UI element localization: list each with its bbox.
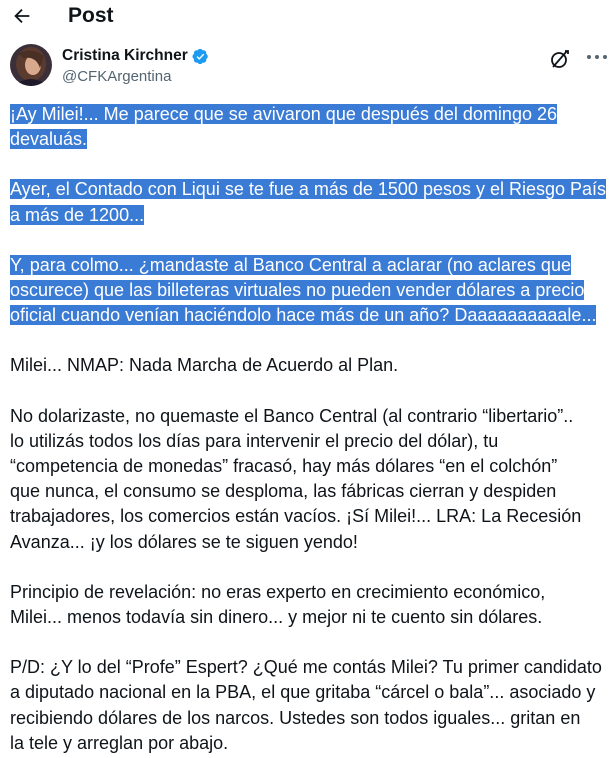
grok-icon[interactable] [548, 47, 572, 71]
tweet-paragraph [10, 177, 610, 227]
author-name[interactable]: Cristina Kirchner [62, 47, 188, 64]
post-header [0, 0, 610, 34]
tweet-paragraph: P/D: ¿Y lo del “Profe” Espert? ¿Qué me contás Milei? Tu primer candidato a diputado nacional en la PBA, el que gritaba “cárcel o bala”... asociado y recibiendo dólares de los narcos. Ustedes son todos iguales... gritan en la tele y arreglan por abajo. [10, 657, 602, 753]
avatar[interactable] [10, 44, 52, 86]
author-handle[interactable]: @CFKArgentina [62, 68, 172, 85]
avatar-image [10, 44, 52, 86]
tweet-paragraph: Principio de revelación: no eras experto en crecimiento económico, Milei... menos todavía sin dinero... y mejor ni te cuento sin dólares. [10, 581, 546, 628]
tweet-paragraph [10, 253, 610, 329]
tweet-paragraph [10, 102, 610, 152]
selected-text: Ayer, el Contado con Liqui se te fue a más de 1500 pesos y el Riesgo País a más de 1200... [10, 179, 607, 225]
page-title: Post [68, 4, 114, 27]
tweet-text [10, 102, 610, 756]
arrow-left-icon [11, 5, 33, 27]
back-button[interactable] [8, 2, 36, 30]
tweet-paragraph: Milei... NMAP: Nada Marcha de Acuerdo al Plan. [10, 355, 399, 376]
selected-text: ¡Ay Milei!... Me parece que se avivaron que después del domingo 26 devaluás. [10, 104, 557, 150]
verified-badge-icon [192, 48, 209, 65]
tweet-paragraph: No dolarizaste, no quemaste el Banco Central (al contrario “libertario”.. lo utilizás todos los días para intervenir el precio del dólar), tu “competencia de monedas” fracasó, hay más dólares “en el colchón” que nunca, el consumo se desploma, las fábricas cierran y despiden trabajadores, los comercios están vacíos. ¡Sí Milei!... LRA: La Recesión Avanza... ¡y los dólares se te siguen yendo! [10, 405, 582, 552]
selected-text: Y, para colmo... ¿mandaste al Banco Central a aclarar (no aclares que oscurece) que las billeteras virtuales no pueden vender dólares a precio oficial cuando venían haciéndolo hace más de un año? Daaaaaaaaaale... [10, 254, 597, 326]
more-horizontal-icon[interactable] [586, 52, 608, 62]
